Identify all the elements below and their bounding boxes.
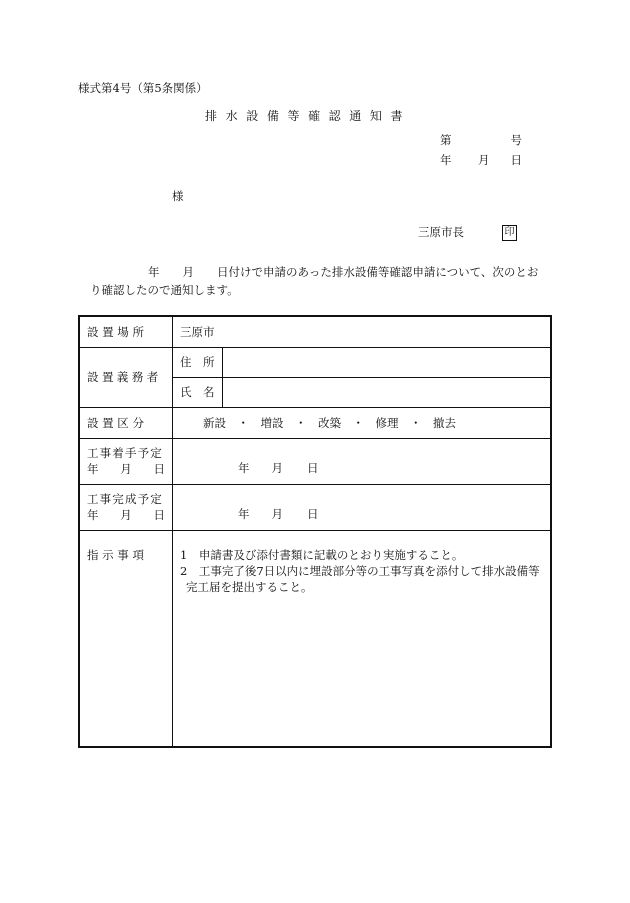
instruction-2a: 2 工事完了後7日以内に埋設部分等の工事写真を添付して排水設備等 [180, 563, 540, 578]
instruction-1: 1 申請書及び添付書類に記載のとおり実施すること。 [180, 547, 464, 562]
location-value: 三原市 [173, 316, 552, 347]
instruction-2b: 完工届を提出すること。 [186, 579, 313, 594]
instructions-label: 指 示 事 項 [79, 530, 173, 747]
confirmation-table [78, 315, 552, 748]
start-date: 年 月 日 [173, 438, 552, 484]
body-text-line-1: 年 月 日付けで申請のあった排水設備等確認申請について、次のとお [148, 265, 539, 279]
address-value [223, 347, 552, 377]
name-label: 氏 名 [173, 377, 223, 407]
address-label: 住 所 [173, 347, 223, 377]
number-line: 第 号 [440, 133, 522, 147]
issue-date-line: 年 月 日 [440, 153, 522, 167]
seal-mark: 印 [502, 225, 517, 241]
body-text-line-2: り確認したので通知します。 [90, 283, 239, 297]
category-label: 設 置 区 分 [79, 407, 173, 438]
document-title: 排 水 設 備 等 確 認 通 知 書 [205, 109, 405, 123]
addressee-suffix: 様 [172, 189, 184, 203]
complete-label: 工事完成予定 年 月 日 [79, 484, 173, 530]
issuer: 三原市長 印 [418, 224, 517, 241]
category-options: 新設 ・ 増設 ・ 改築 ・ 修理 ・ 撤去 [173, 407, 552, 438]
start-label: 工事着手予定 年 月 日 [79, 438, 173, 484]
location-label: 設 置 場 所 [79, 316, 173, 347]
complete-date: 年 月 日 [173, 484, 552, 530]
name-value [223, 377, 552, 407]
instructions-body [173, 530, 552, 747]
form-number: 様式第4号（第5条関係） [78, 81, 208, 95]
obligor-label: 設置義務者 [79, 347, 173, 407]
